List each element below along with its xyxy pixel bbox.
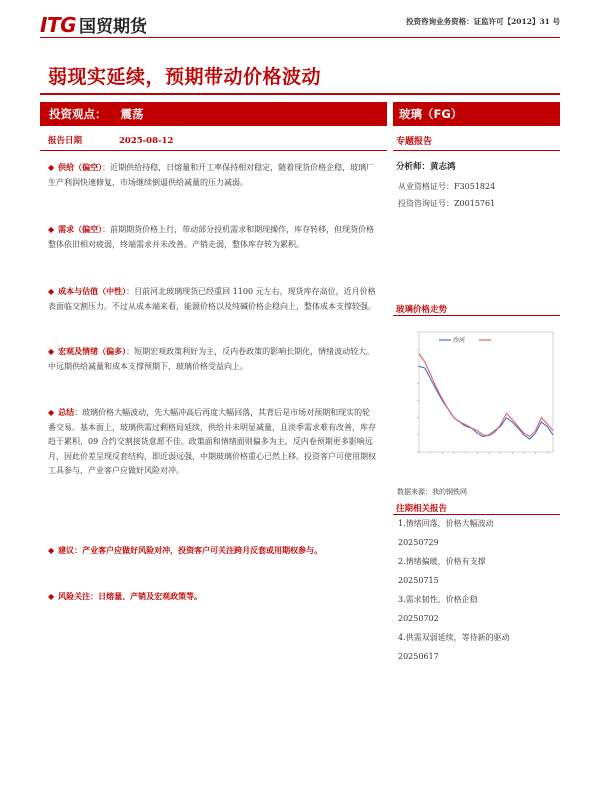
price-chart-svg bbox=[397, 318, 559, 486]
risk-notice bbox=[48, 589, 376, 604]
point-text: ：近期供给持稳，日熔量和开工率保持相对稳定，随着现货价格企稳，玻璃厂生产利润快速修复，市场继续倒逼供给减量的压力减弱。 bbox=[48, 163, 375, 187]
point-head: 宏观及情绪（偏多） bbox=[58, 346, 127, 356]
risk-text: 风险关注：日熔量、产销及宏观政策等。 bbox=[58, 591, 203, 601]
bullet-icon: ◆ bbox=[48, 347, 55, 356]
report-date: 2025-08-12 bbox=[118, 136, 174, 146]
analyst-name: 分析师：黄志鸿 bbox=[396, 162, 456, 172]
report-date-label: 报告日期 bbox=[48, 136, 83, 146]
price-chart bbox=[397, 318, 559, 486]
logo-company-name: 国贸期货 bbox=[79, 17, 147, 37]
bullet-icon: ◆ bbox=[48, 545, 55, 555]
cert-line: 从业资格证号：F3051824 bbox=[398, 182, 496, 191]
report-title: 弱现实延续，预期带动价格波动 bbox=[48, 66, 322, 88]
product-bar bbox=[393, 102, 560, 126]
chart-divider bbox=[393, 315, 560, 316]
bullet-icon: ◆ bbox=[48, 408, 55, 417]
investment-view-value: 震荡 bbox=[120, 107, 144, 121]
related-item[interactable]: 2.情绪偏暖，价格有支撑 bbox=[398, 557, 486, 566]
bullet-icon: ◆ bbox=[48, 163, 55, 172]
bullet-icon: ◆ bbox=[48, 225, 55, 234]
point-head: 总结 bbox=[58, 407, 75, 417]
report-type: 专题报告 bbox=[396, 137, 433, 147]
series-line-1 bbox=[419, 366, 553, 439]
header-divider bbox=[40, 37, 560, 38]
related-item[interactable]: 1.情绪回落，价格大幅波动 bbox=[398, 519, 494, 528]
point-text: ：玻璃价格大幅波动，先大幅冲高后再度大幅回落，其背后是市场对预期和现实的轮番交易。基本面上，玻璃供需过剩格局延续，供给并未明显减量，且淡季需求难有改善，库存趋于累积，09 合约交割接货意愿不佳。政策面和情绪面则偏多为主，反内卷预期更多影响远月，因此价差呈现反套结构，即近弱远强，中期玻璃价格重心已然上移。投资客户可使用期权工具参与，产业客户应做好风险对冲。 bbox=[48, 408, 376, 475]
report-type-divider bbox=[393, 150, 560, 151]
point-text: ：前期期货价格上行，带动部分投机需求和期现操作，库存转移，但现货价格整体依旧相对疲弱，终端需求并未改善。产销走弱，整体库存转为累积。 bbox=[48, 225, 375, 249]
cert-line: 投资咨询证号：Z0015761 bbox=[398, 199, 496, 208]
point-head: 需求（偏空） bbox=[58, 224, 103, 234]
investment-view-label: 投资观点： bbox=[49, 107, 107, 121]
point-text: ：目前河北玻璃现货已经重回 1100 元左右，现货库存高位，近月价格表面临交割压力。不过从成本端来看，能源价格以及纯碱价格企稳向上，整体成本支撑较强。 bbox=[48, 287, 376, 311]
related-item[interactable]: 4.供需双弱延续，等待新的驱动 bbox=[398, 633, 510, 642]
related-item[interactable]: 3.需求韧性，价格企稳 bbox=[398, 595, 478, 604]
chart-source: 数据来源：我的钢铁网 bbox=[397, 488, 467, 496]
title-divider bbox=[40, 93, 560, 95]
date-divider bbox=[40, 150, 387, 151]
related-date: 20250702 bbox=[398, 614, 439, 623]
point-cost bbox=[48, 284, 376, 314]
related-date: 20250715 bbox=[398, 576, 439, 585]
suggestion bbox=[48, 543, 376, 558]
bullet-icon: ◆ bbox=[48, 591, 55, 601]
related-divider bbox=[393, 514, 560, 515]
point-text: ：短期宏观政策利好为主，反内卷政策的影响长期化，情绪波动较大。中远期供给减量和成本支撑预期下，玻璃价格受益向上。 bbox=[48, 347, 375, 371]
logo-itg: ITG bbox=[40, 12, 76, 37]
bullet-icon: ◆ bbox=[48, 287, 55, 296]
product-name: 玻璃（FG） bbox=[399, 107, 463, 121]
related-date: 20250617 bbox=[398, 652, 439, 661]
point-head: 成本与估值（中性） bbox=[58, 286, 127, 296]
license-text: 投资咨询业务资格：证监许可【2012】31 号 bbox=[406, 17, 560, 26]
point-supply bbox=[48, 160, 376, 190]
legend-label-1: 沙河 bbox=[453, 337, 466, 344]
point-macro bbox=[48, 344, 376, 374]
chart-section-title: 玻璃价格走势 bbox=[396, 305, 448, 315]
point-demand bbox=[48, 222, 376, 252]
investment-view-bar bbox=[40, 102, 387, 126]
related-date: 20250729 bbox=[398, 538, 439, 547]
point-summary bbox=[48, 405, 376, 479]
company-logo bbox=[40, 12, 147, 37]
related-reports-title: 往期相关报告 bbox=[396, 504, 448, 514]
report-date-row bbox=[48, 134, 173, 146]
suggestion-text: 建议：产业客户应做好风险对冲，投资客户可关注跨月反套或用期权参与。 bbox=[58, 545, 323, 555]
point-head: 供给（偏空） bbox=[58, 162, 103, 172]
